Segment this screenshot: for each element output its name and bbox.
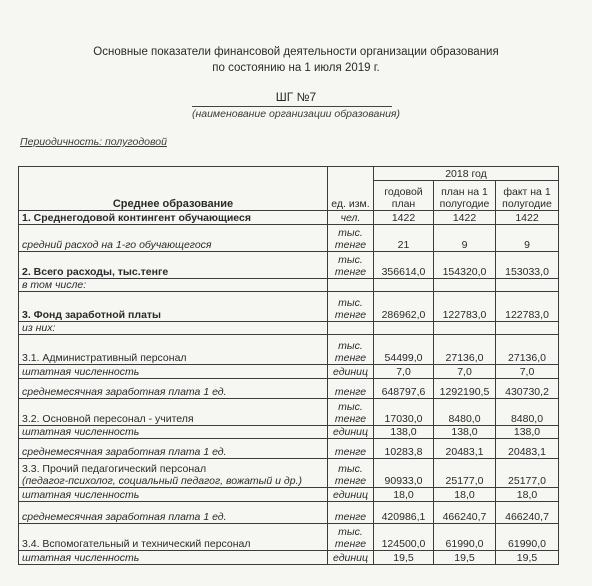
header-annual-plan: годовой план	[374, 181, 434, 211]
header-year: 2018 год	[374, 167, 559, 181]
table-row: штатная численность единиц 19,5 19,5 19,5	[19, 551, 559, 565]
table-row: 3.1. Административный персонал тыс. тенге 54499,0 27136,0 27136,0	[19, 335, 559, 365]
table-row: штатная численность единиц 7,0 7,0 7,0	[19, 365, 559, 379]
table-row: штатная численность единиц 138,0 138,0 138,0	[19, 426, 559, 439]
header-half-fact: факт на 1 полугодие	[496, 181, 559, 211]
organization-name: ШГ №7	[275, 90, 317, 104]
financial-indicators-table	[18, 166, 559, 565]
document-title: Основные показатели финансовой деятельности организации образования	[93, 46, 499, 58]
header-unit: ед. изм.	[328, 167, 374, 211]
table-row: средний расход на 1-го обучающегося тыс. тенге 21 9 9	[19, 225, 559, 252]
organization-caption: (наименование организации образования)	[191, 108, 401, 120]
document-date: по состоянию на 1 июля 2019 г.	[212, 62, 380, 74]
header-row-top	[19, 167, 559, 181]
organization-underline	[192, 106, 392, 107]
table-row: 3. Фонд заработной платы тыс. тенге 286962,0 122783,0 122783,0	[19, 292, 559, 322]
periodicity-label: Периодичность: полугодовой	[20, 136, 167, 148]
header-half-plan: план на 1 полугодие	[434, 181, 496, 211]
table-row: из них:	[19, 322, 559, 335]
table-row: 2. Всего расходы, тыс.тенге тыс. тенге 356614,0 154320,0 153033,0	[19, 252, 559, 279]
table-row: 1. Среднегодовой контингент обучающиеся чел. 1422 1422 1422	[19, 211, 559, 225]
table-row: среднемесячная заработная плата 1 ед. тенге 648797,6 1292190,5 430730,2	[19, 379, 559, 399]
table-row: 3.3. Прочий педагогический персонал (педагог-психолог, социальный педагог, вожатый и др.) тыс. тенге 90933,0 25177,0 25177,0	[19, 459, 559, 488]
table-row: среднемесячная заработная плата 1 ед. тенге 420986,1 466240,7 466240,7	[19, 502, 559, 524]
table-row: в том числе:	[19, 279, 559, 292]
table-row: среднемесячная заработная плата 1 ед. тенге 10283,8 20483,1 20483,1	[19, 439, 559, 459]
header-section-name: Среднее образование	[19, 167, 328, 211]
table-row: штатная численность единиц 18,0 18,0 18,0	[19, 488, 559, 502]
table-row: 3.4. Вспомогательный и технический персонал тыс. тенге 124500,0 61990,0 61990,0	[19, 524, 559, 551]
table-row: 3.2. Основной пересонал - учителя тыс. тенге 17030,0 8480,0 8480,0	[19, 399, 559, 426]
